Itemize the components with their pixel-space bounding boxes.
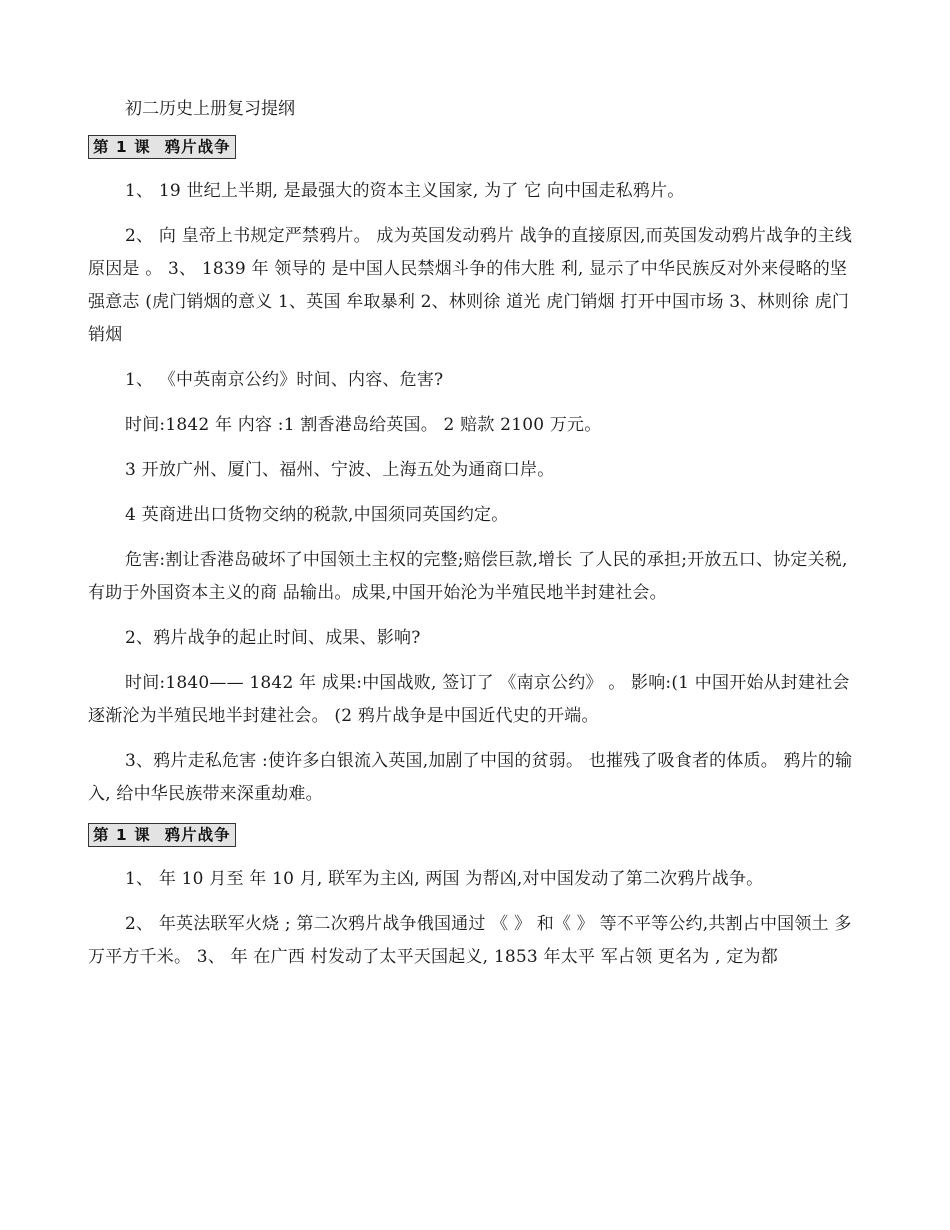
- paragraph: 时间:1840—— 1842 年 成果:中国战败, 签订了 《南京公约》 。 影响:(1 中国开始从封建社会逐渐沦为半殖民地半封建社会。 (2 鸦片战争是中国近代史的开端。: [88, 673, 850, 726]
- paragraph: 危害:割让香港岛破坏了中国领土主权的完整;赔偿巨款,增长 了人民的承担;开放五口、协定关税,有助于外国资本主义的商 品输出。成果,中国开始沦为半殖民地半封建社会。: [88, 550, 848, 603]
- paragraph: 1、 19 世纪上半期, 是最强大的资本主义国家, 为了 它 向中国走私鸦片。: [125, 181, 685, 201]
- lesson-heading-badge: [88, 135, 236, 159]
- document-page: [88, 96, 860, 974]
- lesson-number: 第 1 课: [93, 138, 151, 156]
- paragraph: 2、 年英法联军火烧 ; 第二次鸦片战争俄国通过 《 》 和《 》 等不平等公约,共割占中国领土 多万平方千米。 3、 年 在广西 村发动了太平天国起义, 1853 年太平 军占领 更名为 , 定为都: [88, 914, 852, 967]
- paragraph: 3、鸦片走私危害 :使许多白银流入英国,加剧了中国的贫弱。 也摧残了吸食者的体质。 鸦片的输入, 给中华民族带来深重劫难。: [88, 751, 853, 804]
- paragraph: 2、 向 皇帝上书规定严禁鸦片。 成为英国发动鸦片 战争的直接原因,而英国发动鸦片战争的主线原因是 。 3、 1839 年 领导的 是中国人民禁烟斗争的伟大胜 利, 显示了中华民族反对外来侵略的坚强意志 (虎门销烟的意义 1、英国 牟取暴利 2、林则徐 道光 虎门销烟 打开中国市场 3、林则徐 虎门销烟: [88, 226, 853, 345]
- lesson-heading-badge: [88, 823, 236, 847]
- lesson-name: 鸦片战争: [164, 826, 231, 844]
- lesson-name: 鸦片战争: [164, 138, 231, 156]
- paragraph: 4 英商进出口货物交纳的税款,中国须同英国约定。: [125, 505, 509, 525]
- paragraph: 时间:1842 年 内容 :1 割香港岛给英国。 2 赔款 2100 万元。: [125, 415, 602, 435]
- paragraph: 2、鸦片战争的起止时间、成果、影响?: [125, 628, 421, 648]
- lesson-number: 第 1 课: [93, 826, 151, 844]
- paragraph: 1、 《中英南京公约》时间、内容、危害?: [125, 370, 444, 390]
- document-title: 初二历史上册复习提纲: [125, 99, 295, 119]
- paragraph: 3 开放广州、厦门、福州、宁波、上海五处为通商口岸。: [125, 460, 555, 480]
- paragraph: 1、 年 10 月至 年 10 月, 联军为主凶, 两国 为帮凶,对中国发动了第二次鸦片战争。: [125, 869, 764, 889]
